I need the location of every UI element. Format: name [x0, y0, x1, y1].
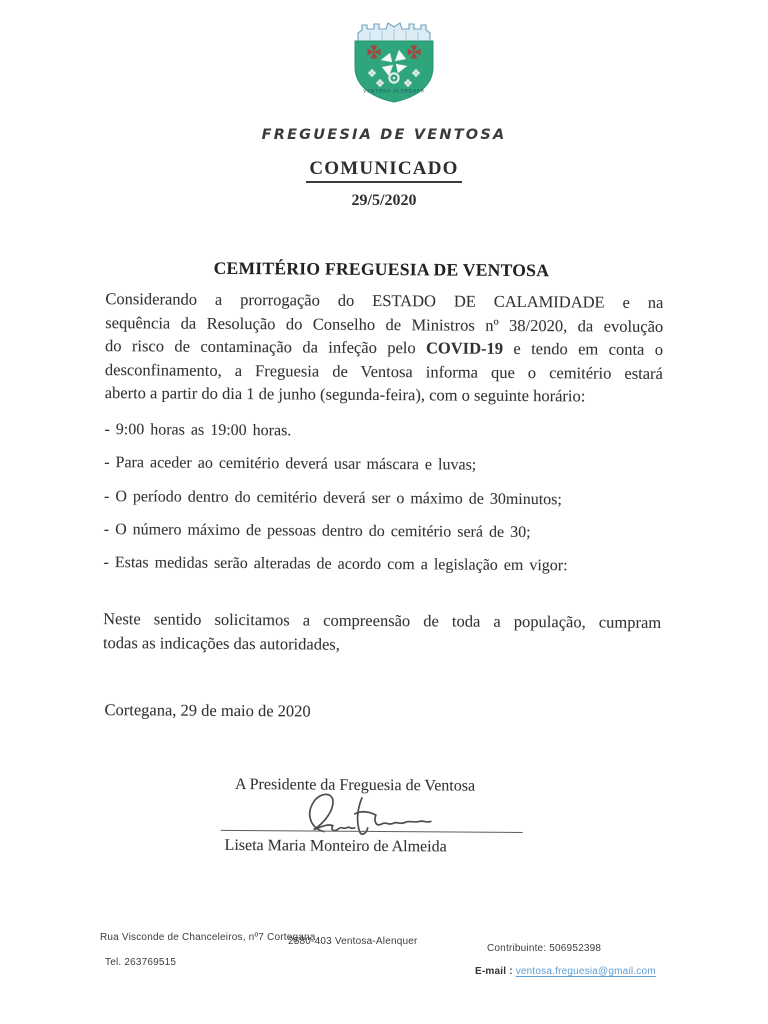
rules-list: [103, 419, 674, 589]
document-date: 29/5/2020: [351, 192, 417, 209]
rule-item: - O período dentro do cemitério deverá ser o máximo de 30minutos;: [103, 487, 562, 508]
rule-item: - O número máximo de pessoas dentro do cemitério será de 30;: [103, 520, 531, 541]
rule-item: - Estas medidas serão alteradas de acordo com a legislação em vigor:: [103, 554, 568, 575]
handwritten-signature-icon: [296, 787, 456, 843]
rule-item: - 9:00 horas as 19:00 horas.: [104, 421, 292, 440]
footer-email-label: E-mail :: [475, 966, 513, 977]
signature-title: A Presidente da Freguesia de Ventosa: [234, 775, 476, 795]
footer-address: Rua Visconde de Chanceleiros, nº7 Cortegana: [100, 932, 316, 943]
footer-email-link[interactable]: ventosa.freguesia@gmail.com: [515, 966, 656, 977]
rule-item: - Para aceder ao cemitério deverá usar máscara e luvas;: [104, 454, 477, 474]
footer-tax-number: Contribuinte: 506952398: [487, 943, 602, 954]
document-title: COMUNICADO: [306, 158, 461, 183]
footer-phone: Tel. 263769515: [105, 957, 177, 968]
footer-email: [475, 966, 656, 977]
section-heading: CEMITÉRIO FREGUESIA DE VENTOSA: [213, 257, 550, 281]
closing-paragraph: Neste sentido solicitamos a compreensão de toda a população, cumpram todas as indicações das autoridades,: [102, 609, 662, 654]
place-and-date: Cortegana, 29 de maio de 2020: [104, 700, 311, 721]
emblem-banner-text: VENTOSA ALENQUER: [363, 89, 425, 95]
footer-postal-code: 2580-403 Ventosa-Alenquer: [288, 936, 418, 947]
organization-name: FREGUESIA DE VENTOSA: [261, 127, 507, 143]
intro-paragraph: Considerando a prorrogação do ESTADO DE CALAMIDADE e na sequência da Resolução do Conselho de Ministros nº 38/2020, da evolução do risco de contaminação da infeção pelo COVID-19 e tendo em conta o desconfinamento, a Freguesia de Ventosa informa que o cemitério estará aberto a partir do dia 1 de junho (segunda-feira), com o seguinte horário:: [104, 289, 664, 406]
signatory-name: Liseta Maria Monteiro de Almeida: [224, 836, 447, 856]
